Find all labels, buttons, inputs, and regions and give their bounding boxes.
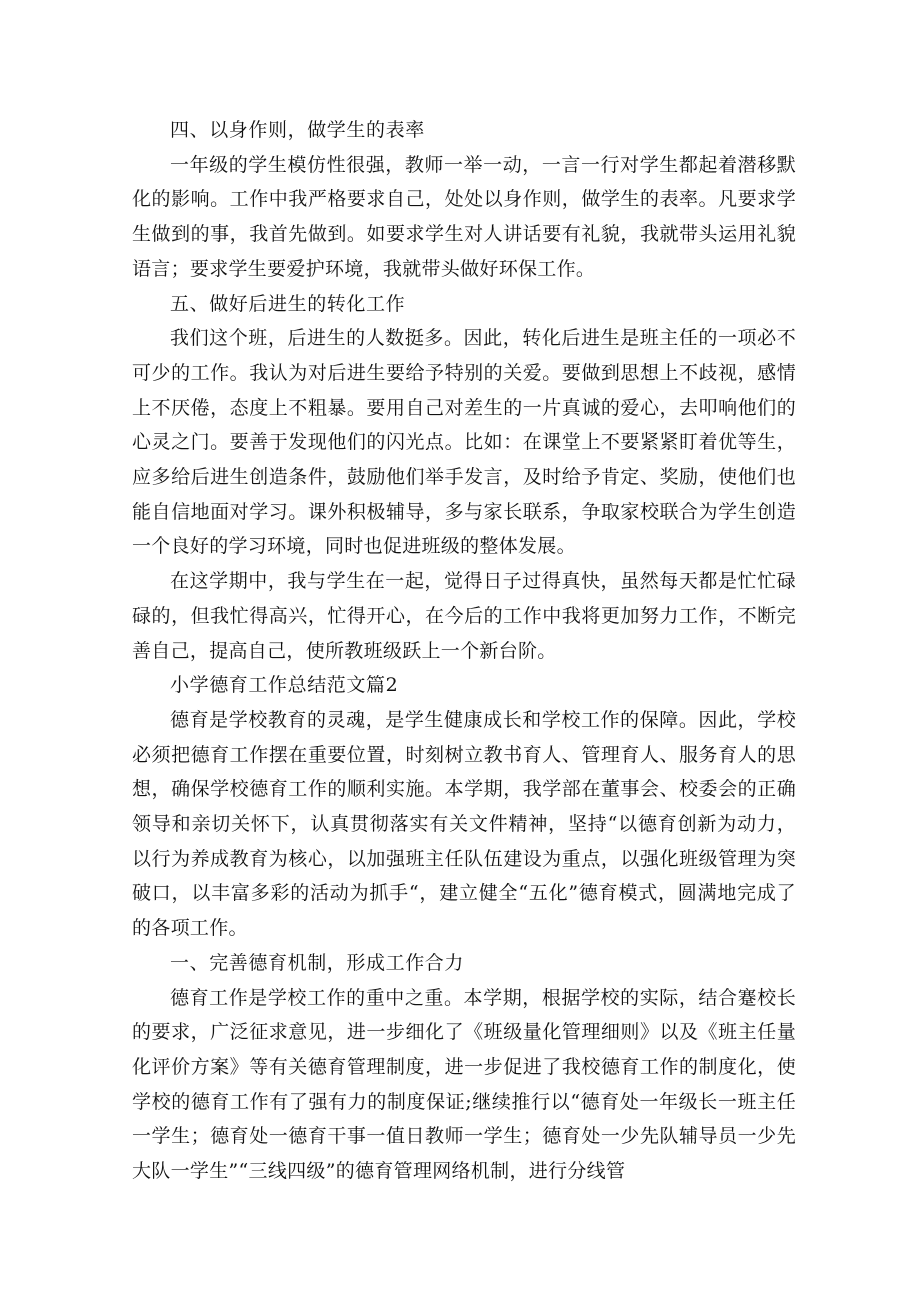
article-title-2: 小学德育工作总结范文篇2 <box>170 674 399 697</box>
paragraph-semester-summary: 在这学期中，我与学生在一起，觉得日子过得真快，虽然每天都是忙忙碌碌的，但我忙得高兴，忙得开心，在今后的工作中我将更加努力工作，不断完善自己，提高自己，使所教班级跃上一个新台阶。 <box>132 570 796 662</box>
section-heading-4: 四、以身作则，做学生的表率 <box>170 119 425 141</box>
paragraph-mechanism: 德育工作是学校工作的重中之重。本学期，根据学校的实际，结合蹇校长的要求，广泛征求意见，进一步细化了《班级量化管理细则》以及《班主任量化评价方案》等有关德育管理制度，进一步促进了我校德育工作的制度化，使学校的德育工作有了强有力的制度保证;继续推行以“德育处一年级长一班主任一学生；德育处一德育干事一值日教师一学生；德育处一少先队辅导员一少先大队一学生”“三线四级”的德育管理网络机制，进行分线管 <box>132 986 796 1183</box>
paragraph-role-model: 一年级的学生模仿性很强，教师一举一动，一言一行对学生都起着潜移默化的影响。工作中我严格要求自己，处处以身作则，做学生的表率。凡要求学生做到的事，我首先做到。如要求学生对人讲话要有礼貌，我就带头运用礼貌语言；要求学生要爱护环境，我就带头做好环保工作。 <box>132 153 796 280</box>
section-heading-5: 五、做好后进生的转化工作 <box>170 292 406 315</box>
section-heading-1: 一、完善德育机制，形成工作合力 <box>170 951 465 974</box>
paragraph-underachievers: 我们这个班，后进生的人数挺多。因此，转化后进生是班主任的一项必不可少的工作。我认为对后进生要给予特别的关爱。要做到思想上不歧视，感情上不厌倦，态度上不粗暴。要用自己对差生的一片真诚的爱心，去叩响他们的心灵之门。要善于发现他们的闪光点。比如：在课堂上不要紧紧盯着优等生，应多给后进生创造条件，鼓励他们举手发言，及时给予肯定、奖励，使他们也能自信地面对学习。课外积极辅导，多与家长联系，争取家校联合为学生创造一个良好的学习环境，同时也促进班级的整体发展。 <box>132 327 796 558</box>
document-page <box>132 113 796 1189</box>
paragraph-moral-education-intro: 德育是学校教育的灵魂，是学生健康成长和学校工作的保障。因此，学校必须把德育工作摆在重要位置，时刻树立教书育人、管理育人、服务育人的思想，确保学校德育工作的顺利实施。本学期，我学部在董事会、校委会的正确领导和亲切关怀下，认真贯彻落实有关文件精神，坚持“以德育创新为动力，以行为养成教育为核心，以加强班主任队伍建设为重点，以强化班级管理为突破口，以丰富多彩的活动为抓手“，建立健全“五化”德育模式，圆满地完成了的各项工作。 <box>132 708 796 940</box>
